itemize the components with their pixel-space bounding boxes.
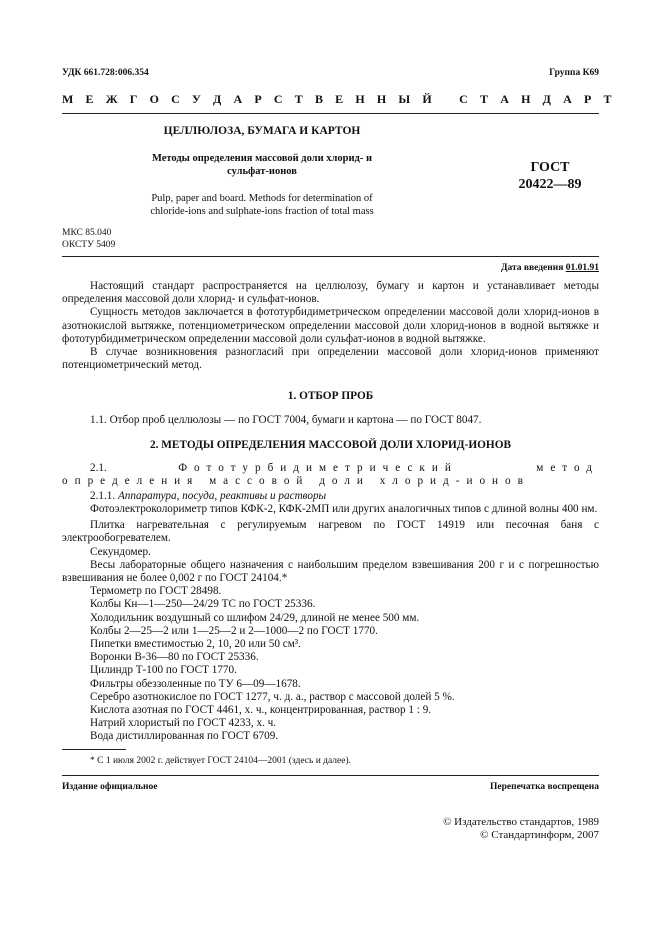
list-item: Весы лабораторные общего назначения с наибольшим пределом взвешивания 200 г и с погрешностью взвешивания не более 0,002 г по ГОСТ 24104.* [62, 558, 599, 585]
title-ru-line1: Методы определения массовой доли хлорид- и [151, 153, 373, 164]
intro-paragraph-2: Сущность методов заключается в фототурбидиметрическом определении массовой доли хлорид-ионов в азотнокислой вытяжке, потенциометрическом определении массовой доли хлорид-ионов в водной вытяжке и фототурбидиметрическом определении массовой доли сульфат-ионов в водной вытяжке. [62, 306, 599, 345]
okstu-code: ОКСТУ 5409 [62, 240, 116, 250]
title-en-line2: chloride-ions and sulphate-ions fraction of total mass [150, 206, 374, 217]
clause-2-1-number: 2.1. [90, 462, 107, 474]
list-item: Воронки В-36—80 по ГОСТ 25336. [90, 651, 259, 664]
title-ru-line2: сульфат-ионов [227, 166, 297, 177]
reprint-prohibited: Перепечатка воспрещена [489, 782, 599, 792]
footer-divider [62, 775, 599, 776]
intro-paragraph-1: Настоящий стандарт распространяется на целлюлозу, бумагу и картон и устанавливает методы определения массовой доли хлорид- и сульфат-ионов. [62, 280, 599, 306]
title-en-line1: Pulp, paper and board. Methods for determination of [151, 193, 373, 204]
list-item: Фотоэлектроколориметр типов КФК-2, КФК-2МП или других аналогичных типов с длиной волны 400 нм. [90, 503, 598, 515]
list-item: Фильтры обеззоленные по ТУ 6—09—1678. [90, 677, 301, 690]
intro-text [62, 280, 599, 372]
list-item: Холодильник воздушный со шлифом 24/29, длиной не менее 500 мм. [90, 611, 420, 624]
clause-2-1-1 [90, 490, 599, 503]
list-item: Плитка нагревательная с регулируемым нагревом по ГОСТ 14919 или песочная баня с электрообогревателем. [62, 519, 599, 545]
clause-2-1-1-title: Аппаратура, посуда, реактивы и растворы [117, 490, 327, 502]
gost-number: 20422—89 [518, 177, 582, 192]
footnote: * С 1 июля 2002 г. действует ГОСТ 24104—2001 (здесь и далее). [90, 756, 352, 766]
list-item: Цилиндр Т-100 по ГОСТ 1770. [90, 664, 237, 677]
footnote-divider [62, 749, 126, 750]
title-divider [62, 256, 599, 257]
intro-date-value: 01.01.91 [565, 263, 599, 273]
list-item: Колбы 2—25—2 или 1—25—2 и 2—1000—2 по ГОСТ 1770. [90, 624, 378, 637]
udk-code: УДК 661.728:006.354 [62, 68, 149, 78]
clause-2-1 [62, 462, 599, 488]
list-item: Колбы Кн—1—250—24/29 ТС по ГОСТ 25336. [90, 598, 316, 611]
clause-2-1-title: Фототурбидиметрический метод определения массовой доли хлорид-ионов [62, 462, 599, 488]
list-item: Серебро азотнокислое по ГОСТ 1277, ч. д. а., раствор с массовой долей 5 %. [90, 690, 455, 703]
intro-date [501, 263, 599, 273]
list-item: Термометр по ГОСТ 28498. [90, 585, 222, 598]
section-1-heading: 1. ОТБОР ПРОБ [287, 390, 374, 402]
group-code: Группа К69 [549, 68, 599, 78]
copyright-2: © Стандартинформ, 2007 [480, 829, 599, 841]
section-1-text: 1.1. Отбор проб целлюлозы — по ГОСТ 7004, бумаги и картона — по ГОСТ 8047. [90, 414, 482, 426]
intro-date-label: Дата введения [500, 263, 564, 273]
list-item: Кислота азотная по ГОСТ 4461, х. ч., концентрированная, раствор 1 : 9. [90, 704, 432, 717]
list-item: Вода дистиллированная по ГОСТ 6709. [90, 730, 279, 743]
intro-paragraph-3: В случае возникновения разногласий при определении массовой доли хлорид-ионов применяют потенциометрический метод. [62, 346, 599, 372]
gost-label: ГОСТ [530, 160, 570, 175]
standard-banner: М Е Ж Г О С У Д А Р С Т В Е Н Н Ы Й С Т А Н Д А Р Т [62, 92, 617, 106]
mks-code: МКС 85.040 [62, 228, 112, 238]
copyright-1: © Издательство стандартов, 1989 [443, 816, 599, 828]
header-divider [62, 113, 599, 114]
official-edition: Издание официальное [62, 782, 158, 792]
list-item: Секундомер. [90, 545, 151, 558]
clause-2-1-1-number: 2.1.1. [90, 490, 116, 502]
section-2-heading: 2. МЕТОДЫ ОПРЕДЕЛЕНИЯ МАССОВОЙ ДОЛИ ХЛОРИД-ИОНОВ [149, 439, 512, 451]
list-item: Пипетки вместимостью 2, 10, 20 или 50 см³. [90, 638, 301, 651]
equipment-list [62, 503, 599, 744]
document-title: ЦЕЛЛЮЛОЗА, БУМАГА И КАРТОН [163, 125, 361, 137]
list-item: Натрий хлористый по ГОСТ 4233, х. ч. [90, 717, 277, 730]
